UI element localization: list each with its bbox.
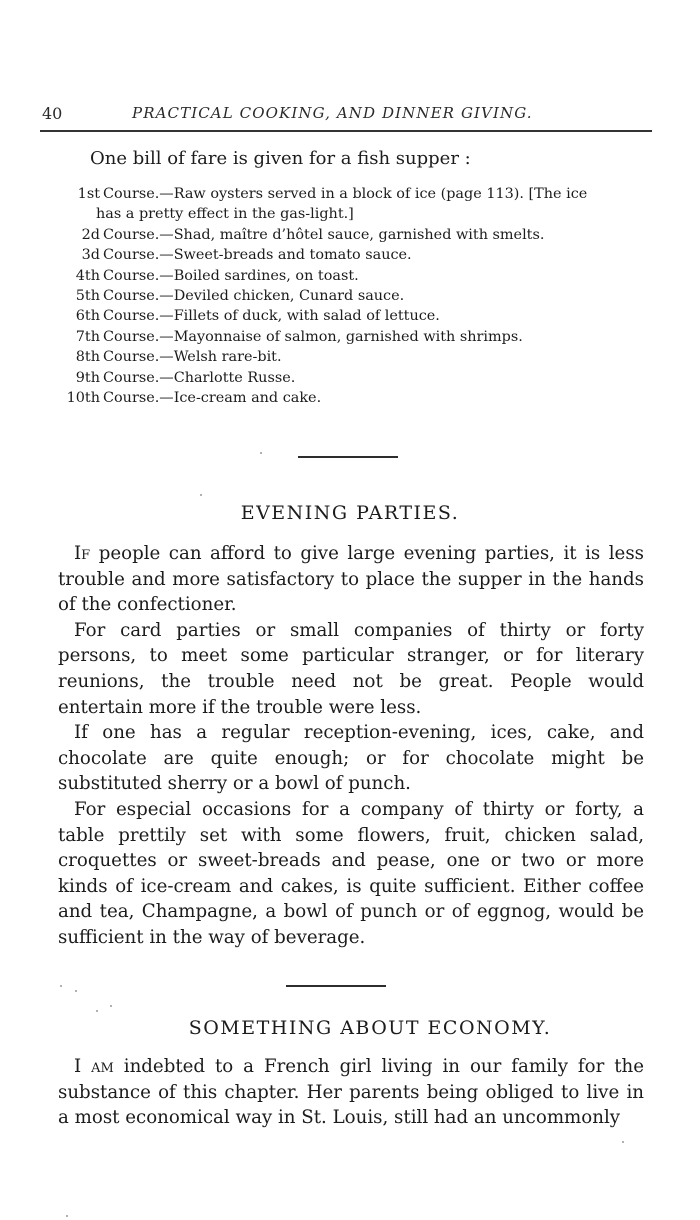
course-text: Course.—Raw oysters served in a block of ice (page 113). [The ice xyxy=(103,186,588,202)
drop-lead: If xyxy=(74,543,91,564)
paper-speck xyxy=(75,990,77,992)
running-head xyxy=(40,100,650,126)
course-text: Course.—Sweet-breads and tomato sauce. xyxy=(103,247,412,264)
course-item-continuation xyxy=(62,204,662,224)
paragraph xyxy=(58,1054,644,1131)
course-text: Course.—Ice-cream and cake. xyxy=(103,390,322,407)
course-text: Course.—Fillets of duck, with salad of lettuce. xyxy=(103,308,440,325)
paragraph xyxy=(58,541,644,618)
paper-speck xyxy=(60,985,62,987)
course-item xyxy=(62,368,662,388)
course-number: 2d xyxy=(81,226,100,243)
section-divider xyxy=(286,985,386,987)
paper-speck xyxy=(622,1141,624,1143)
paragraph-text: For card parties or small companies of thirty or forty persons, to meet some particular stranger, or for literary reunions, the trouble need not be great. People would entertain more if the trouble were less. xyxy=(58,619,644,718)
course-text: Course.—Welsh rare-bit. xyxy=(103,349,282,366)
section-title-economy: SOMETHING ABOUT ECONOMY. xyxy=(188,1017,552,1039)
paragraph-text: For especial occasions for a company of thirty or forty, a table prettily set with some flowers, fruit, chicken salad, croquettes or sweet-breads and pease, one or two or more kinds of ice-cream and cakes, is quite sufficient. Either coffee and tea, Champagne, a bowl of punch or of eggnog, would be sufficient in the way of beverage. xyxy=(58,798,644,948)
paper-speck xyxy=(110,1005,112,1007)
fish-supper-intro: One bill of fare is given for a fish supper : xyxy=(90,148,471,169)
paper-speck xyxy=(96,1010,98,1012)
course-item xyxy=(62,388,662,408)
paragraph xyxy=(58,797,644,951)
course-number: 1st xyxy=(77,186,100,202)
course-item xyxy=(62,347,662,367)
course-item xyxy=(62,184,662,204)
course-item xyxy=(62,306,662,326)
paragraph-text: If one has a regular reception-evening, ices, cake, and chocolate are quite enough; or for chocolate might be substituted sherry or a bowl of punch. xyxy=(58,722,644,795)
section-divider xyxy=(298,456,398,458)
course-text: Course.—Boiled sardines, on toast. xyxy=(103,267,359,284)
course-text: Course.—Shad, maître d’hôtel sauce, garnished with smelts. xyxy=(103,226,545,243)
course-number: 7th xyxy=(75,328,100,345)
course-number: 5th xyxy=(75,288,100,305)
course-number: 6th xyxy=(75,308,100,325)
course-list xyxy=(62,184,662,408)
course-item xyxy=(62,266,662,286)
paragraph-text: people can afford to give large evening parties, it is less trouble and more satisfactory to place the supper in the hands of the confectioner. xyxy=(58,543,644,616)
course-number: 8th xyxy=(75,349,100,366)
running-title: PRACTICAL COOKING, AND DINNER GIVING. xyxy=(132,104,533,122)
course-number: 4th xyxy=(75,267,100,284)
economy-body xyxy=(58,1054,644,1131)
course-number: 10th xyxy=(66,390,100,407)
course-item xyxy=(62,225,662,245)
course-text: Course.—Mayonnaise of salmon, garnished with shrimps. xyxy=(103,328,523,345)
course-item xyxy=(62,245,662,265)
evening-parties-body xyxy=(58,541,644,951)
page-number: 40 xyxy=(42,104,63,123)
course-text: has a pretty effect in the gas-light.] xyxy=(96,206,354,223)
course-number: 3d xyxy=(81,247,100,264)
paper-speck xyxy=(200,494,202,496)
paper-speck xyxy=(66,1215,68,1217)
course-number: 9th xyxy=(75,369,100,386)
paragraph xyxy=(58,618,644,720)
drop-lead: I am xyxy=(74,1056,114,1077)
paragraph-text: indebted to a French girl living in our family for the substance of this chapter. Her parents being obliged to live in a most economical way in St. Louis, still had an uncommonly xyxy=(58,1056,644,1129)
paragraph xyxy=(58,720,644,797)
course-text: Course.—Deviled chicken, Cunard sauce. xyxy=(103,288,405,305)
course-item xyxy=(62,327,662,347)
course-text: Course.—Charlotte Russe. xyxy=(103,369,296,386)
header-rule xyxy=(40,130,652,132)
paper-speck xyxy=(260,452,262,454)
course-item xyxy=(62,286,662,306)
section-title-evening-parties: EVENING PARTIES. xyxy=(240,502,460,524)
